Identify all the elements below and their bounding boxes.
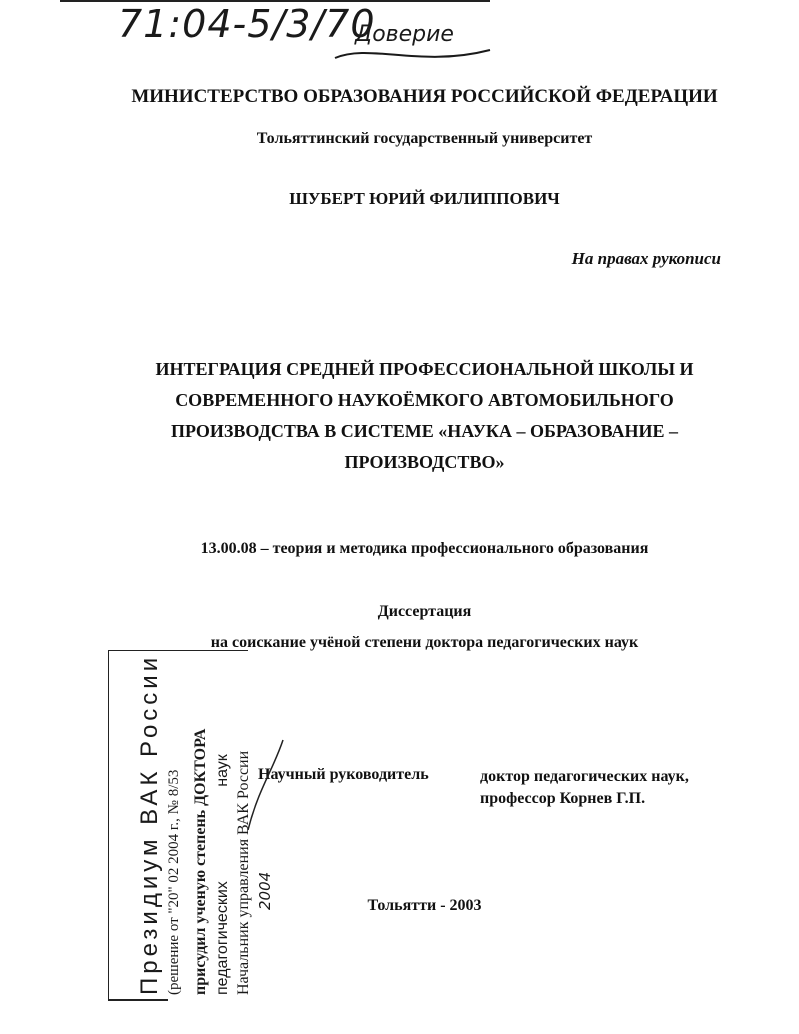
title-line: ПРОИЗВОДСТВО» [344, 452, 505, 472]
supervisor-info [480, 766, 689, 810]
city-year: Тольятти - 2003 [367, 897, 482, 914]
degree-line: на соискание учёной степени доктора педагогических наук [210, 634, 639, 651]
stamp-heading: Президиум ВАК России [136, 653, 163, 995]
rights-note: На правах рукописи [571, 249, 721, 268]
specialty-code: 13.00.08 – теория и методика профессионального образования [200, 540, 649, 557]
stamp-field-suffix: наук [214, 754, 231, 787]
handwritten-underline [330, 38, 500, 68]
vak-stamp [108, 650, 274, 1010]
archive-signature: Доверие [355, 22, 454, 47]
author-name: ШУБЕРТ ЮРИЙ ФИЛИППОВИЧ [289, 189, 560, 208]
title-line: ПРОИЗВОДСТВА В СИСТЕМЕ «НАУКА – ОБРАЗОВАНИЕ – [171, 421, 678, 441]
stamp-field-name: педагогических [214, 881, 231, 995]
title-line: ИНТЕГРАЦИЯ СРЕДНЕЙ ПРОФЕССИОНАЛЬНОЙ ШКОЛЫ И [155, 359, 694, 379]
stamp-signature-date: 2004 [256, 871, 274, 910]
dissertation-title [25, 354, 799, 478]
stamp-decision: (решение от "20" 02 2004 г., № 8/53 [166, 769, 182, 995]
title-line: СОВРЕМЕННОГО НАУКОЁМКОГО АВТОМОБИЛЬНОГО [175, 390, 674, 410]
stamp-degree: присудил ученую степень ДОКТОРА [192, 728, 209, 995]
stamp-head-title: Начальник управления ВАК России [235, 750, 252, 995]
university-name: Тольяттинский государственный университет [256, 130, 593, 147]
ministry-heading: МИНИСТЕРСТВО ОБРАЗОВАНИЯ РОССИЙСКОЙ ФЕДЕРАЦИИ [131, 86, 718, 107]
stamp-field [214, 635, 232, 995]
supervisor-label: Научный руководитель [258, 766, 429, 783]
supervisor-name: профессор Корнев Г.П. [480, 790, 646, 807]
work-type: Диссертация [377, 603, 472, 620]
archive-number: 71:04-5/3/70 [118, 2, 376, 46]
supervisor-title: доктор педагогических наук, [480, 768, 689, 785]
